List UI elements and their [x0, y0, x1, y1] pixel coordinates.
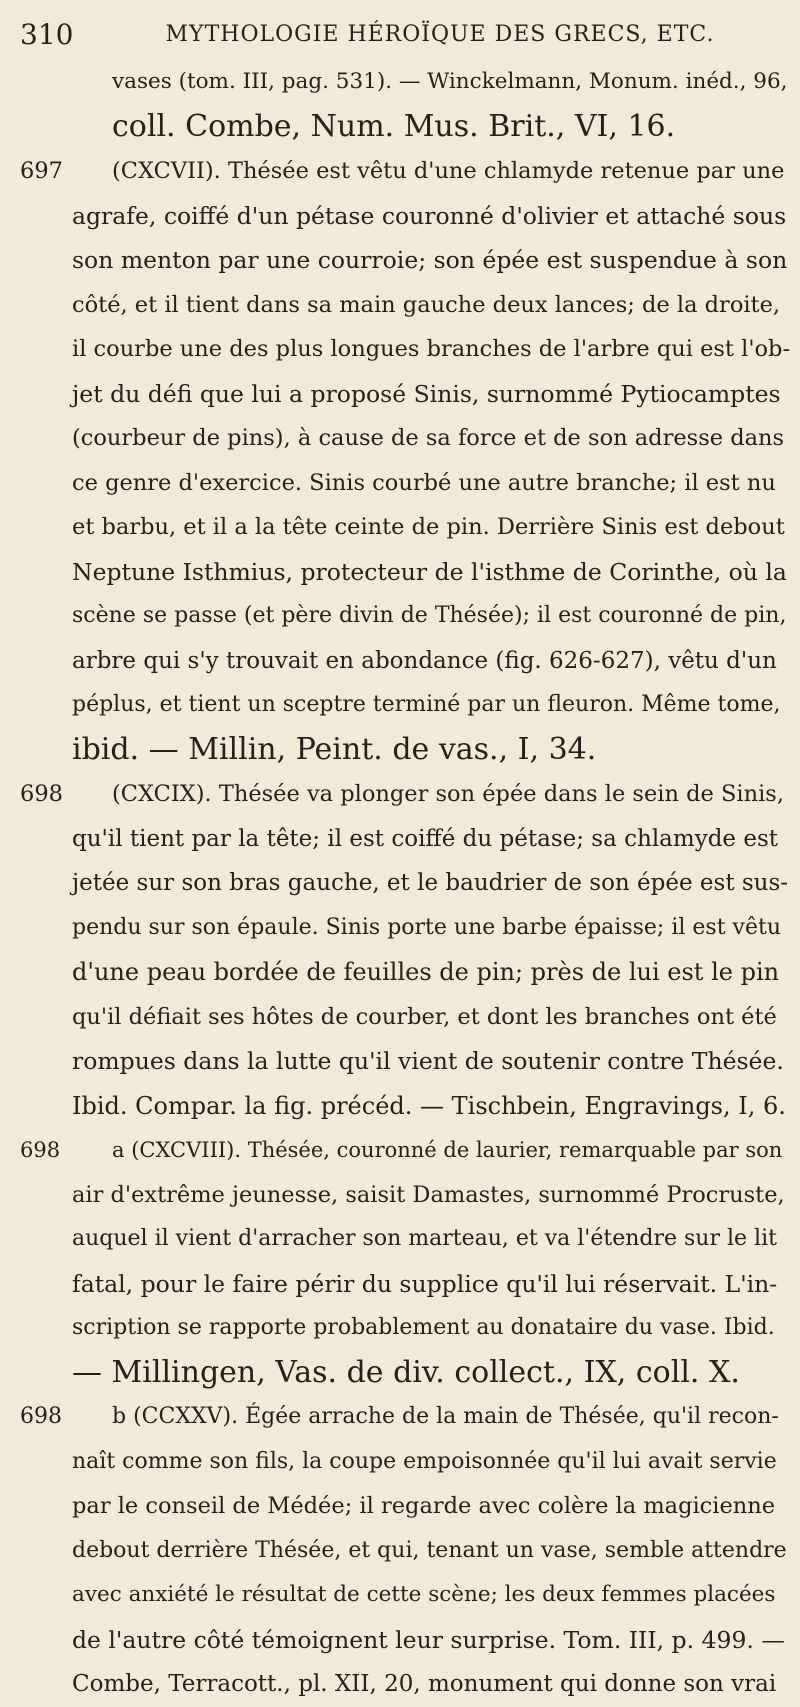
entry-number: 698: [20, 1138, 61, 1162]
text-line: naît comme son fils, la coupe empoisonnée qu'il lui avait servie: [72, 1448, 777, 1474]
text-line: auquel il vient d'arracher son marteau, et va l'étendre sur le lit: [72, 1226, 777, 1251]
text-line: scription se rapporte probablement au donataire du vase. Ibid.: [72, 1315, 775, 1340]
text-line: coll. Combe, Num. Mus. Brit., VI, 16.: [112, 108, 676, 144]
entry-698-line: 698 (CXCIX). Thésée va plonger son épée dans le sein de Sinis,: [20, 772, 790, 817]
entry-698a-line: 698 a (CXCVIII). Thésée, couronné de laurier, remarquable par son: [20, 1128, 790, 1173]
entry-number: 698: [20, 1404, 62, 1429]
text-line: air d'extrême jeunesse, saisit Damastes, surnommé Procruste,: [72, 1181, 785, 1208]
text-line: ce genre d'exercice. Sinis courbé une autre branche; il est nu: [72, 469, 776, 496]
entry-698b-line: 698 b (CCXXV). Égée arrache de la main de Thésée, qu'il recon-: [20, 1395, 790, 1440]
text-line: qu'il défiait ses hôtes de courber, et dont les branches ont été: [72, 1003, 777, 1030]
text-line: fatal, pour le faire périr du supplice qu'il lui réservait. L'in-: [72, 1269, 778, 1298]
text-line: de l'autre côté témoignent leur surprise. Tom. III, p. 499. —: [72, 1625, 785, 1654]
text-line: Ibid. Compar. la fig. précéd. — Tischbein, Engravings, I, 6.: [72, 1091, 786, 1120]
text-line: agrafe, coiffé d'un pétase couronné d'olivier et attaché sous: [72, 201, 787, 230]
text-line: par le conseil de Médée; il regarde avec colère la magicienne: [72, 1493, 776, 1519]
text-line: debout derrière Thésée, et qui, tenant un vase, semble attendre: [72, 1537, 787, 1563]
text-line: vases (tom. III, pag. 531). — Winckelmann, Monum. inéd., 96,: [112, 69, 788, 94]
running-title: MYTHOLOGIE HÉROÏQUE DES GRECS, ETC.: [165, 22, 715, 47]
text-line: (courbeur de pins), à cause de sa force et de son adresse dans: [72, 425, 785, 451]
text-line: ibid. — Millin, Peint. de vas., I, 34.: [72, 731, 597, 767]
entry-number: 697: [20, 158, 63, 184]
text-line: côté, et il tient dans sa main gauche deux lances; de la droite,: [72, 291, 781, 318]
page-body: [20, 60, 790, 1707]
page-header: [20, 12, 780, 52]
text-line: jet du défi que lui a proposé Sinis, surnommé Pytiocamptes: [72, 379, 781, 408]
text-line: Neptune Isthmius, protecteur de l'isthme de Corinthe, où la: [72, 557, 787, 586]
text-line: son menton par une courroie; son épée est suspendue à son: [72, 246, 788, 274]
text-line: scène se passe (et père divin de Thésée); il est couronné de pin,: [72, 603, 787, 628]
text-line: avec anxiété le résultat de cette scène; les deux femmes placées: [72, 1582, 776, 1607]
text-line: il courbe une des plus longues branches de l'arbre qui est l'ob-: [72, 336, 790, 362]
page-number: 310: [20, 18, 74, 51]
text-line: — Millingen, Vas. de div. collect., IX, coll. X.: [72, 1354, 740, 1390]
text-line: qu'il tient par la tête; il est coiffé du pétase; sa chlamyde est: [72, 825, 778, 852]
entry-697-line: 697 (CXCVII). Thésée est vêtu d'une chlamyde retenue par une: [20, 149, 790, 194]
text-line: Combe, Terracott., pl. XII, 20, monument qui donne son vrai: [72, 1671, 777, 1697]
entry-number: 698: [20, 781, 63, 807]
text-line: pendu sur son épaule. Sinis porte une barbe épaisse; il est vêtu: [72, 914, 781, 940]
text-line: péplus, et tient un sceptre terminé par un fleuron. Même tome,: [72, 692, 781, 717]
text-line: d'une peau bordée de feuilles de pin; près de lui est le pin: [72, 958, 780, 986]
text-line: jetée sur son bras gauche, et le baudrier de son épée est sus-: [72, 870, 789, 896]
text-line: arbre qui s'y trouvait en abondance (fig. 626-627), vêtu d'un: [72, 647, 777, 674]
text-line: rompues dans la lutte qu'il vient de soutenir contre Thésée.: [72, 1047, 784, 1075]
text-line: et barbu, et il a la tête ceinte de pin. Derrière Sinis est debout: [72, 514, 785, 540]
